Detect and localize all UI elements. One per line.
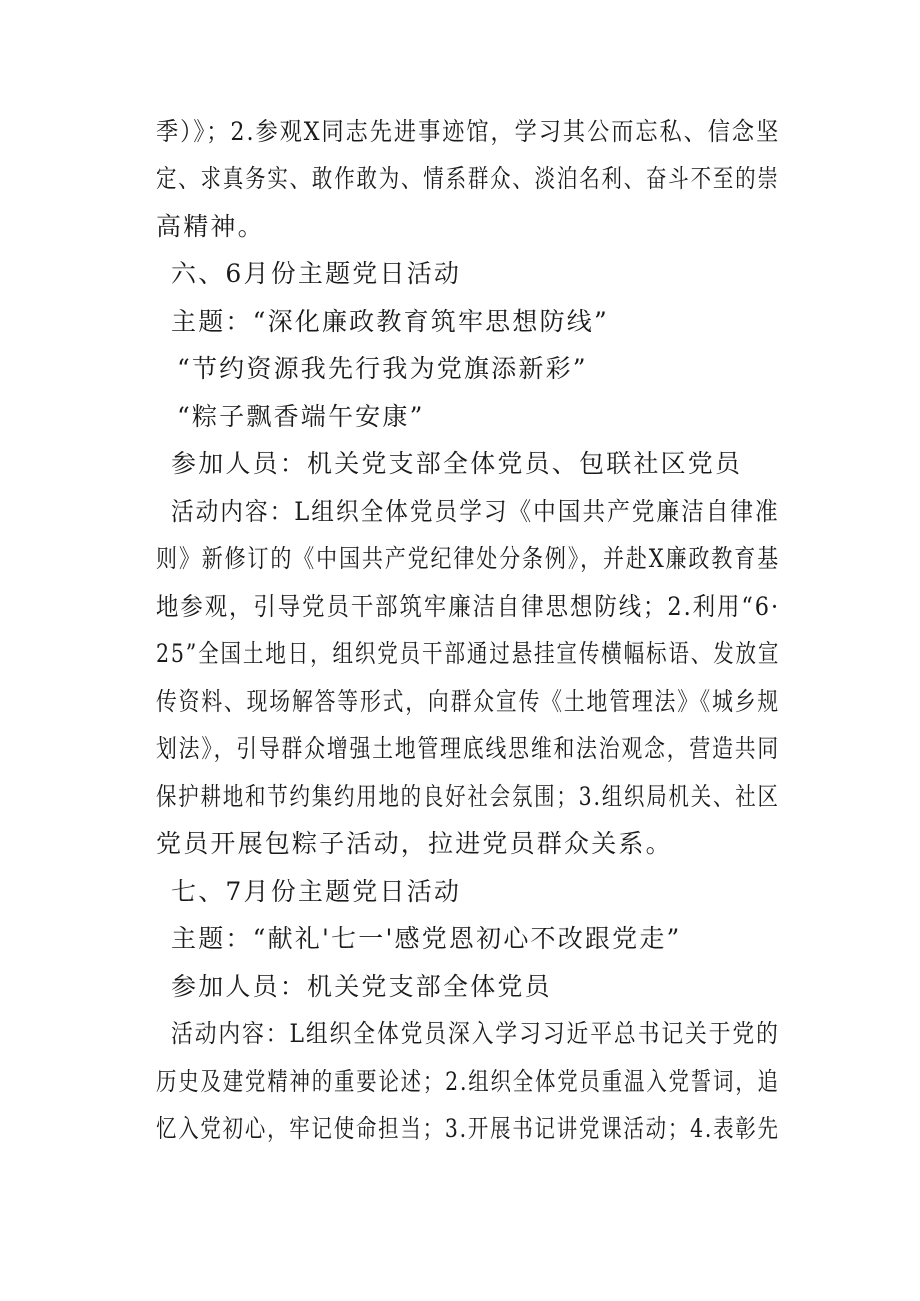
july-content-line-2: 历史及建党精神的重要论述；2.组织全体党员重温入党誓词，追 [156,1067,780,1096]
july-content-line-3: 忆入党初心，牢记使命担当；3.开展书记讲党课活动；4.表彰先 [156,1114,780,1143]
june-theme-line-1: 主题：“深化廉政教育筑牢思想防线” [171,307,609,336]
june-content-line-4: 25”全国土地日，组织党员干部通过悬挂宣传横幅标语、发放宣 [156,639,781,668]
section-heading-july: 七、7月份主题党日活动 [171,877,462,906]
june-theme-line-2: “节约资源我先行我为党旗添新彩” [177,354,588,383]
july-theme: 主题：“献礼'七一'感党恩初心不改跟党走” [171,924,682,953]
june-participants: 参加人员：机关党支部全体党员、包联社区党员 [171,449,743,478]
june-content-line-7: 保护耕地和节约集约用地的良好社会氛围；3.组织局机关、社区 [156,782,780,811]
june-content-line-2: 则》新修订的《中国共产党纪律处分条例》，并赴X廉政教育基 [156,544,780,573]
section-heading-june: 六、6月份主题党日活动 [171,259,462,288]
june-content-line-1: 活动内容：L组织全体党员学习《中国共产党廉洁自律准 [171,497,780,526]
text-line-1: 季）》；2.参观X同志先进事迹馆，学习其公而忘私、信念坚 [156,117,781,146]
text-line-2: 定、求真务实、敢作敢为、情系群众、淡泊名利、奋斗不至的崇 [156,164,780,193]
july-content-line-1: 活动内容：L组织全体党员深入学习习近平总书记关于党的 [171,1019,780,1048]
july-participants: 参加人员：机关党支部全体党员 [171,972,552,1001]
june-content-line-8: 党员开展包粽子活动，拉进党员群众关系。 [156,829,673,858]
june-content-line-3: 地参观，引导党员干部筑牢廉洁自律思想防线；2.利用“6· [156,592,781,621]
june-content-line-5: 传资料、现场解答等形式，向群众宣传《土地管理法》《城乡规 [156,687,781,716]
june-theme-line-3: “粽子飘香端午安康” [177,402,425,431]
june-content-line-6: 划法》，引导群众增强土地管理底线思维和法治观念，营造共同 [156,734,781,763]
text-line-3: 高精神。 [156,212,265,241]
